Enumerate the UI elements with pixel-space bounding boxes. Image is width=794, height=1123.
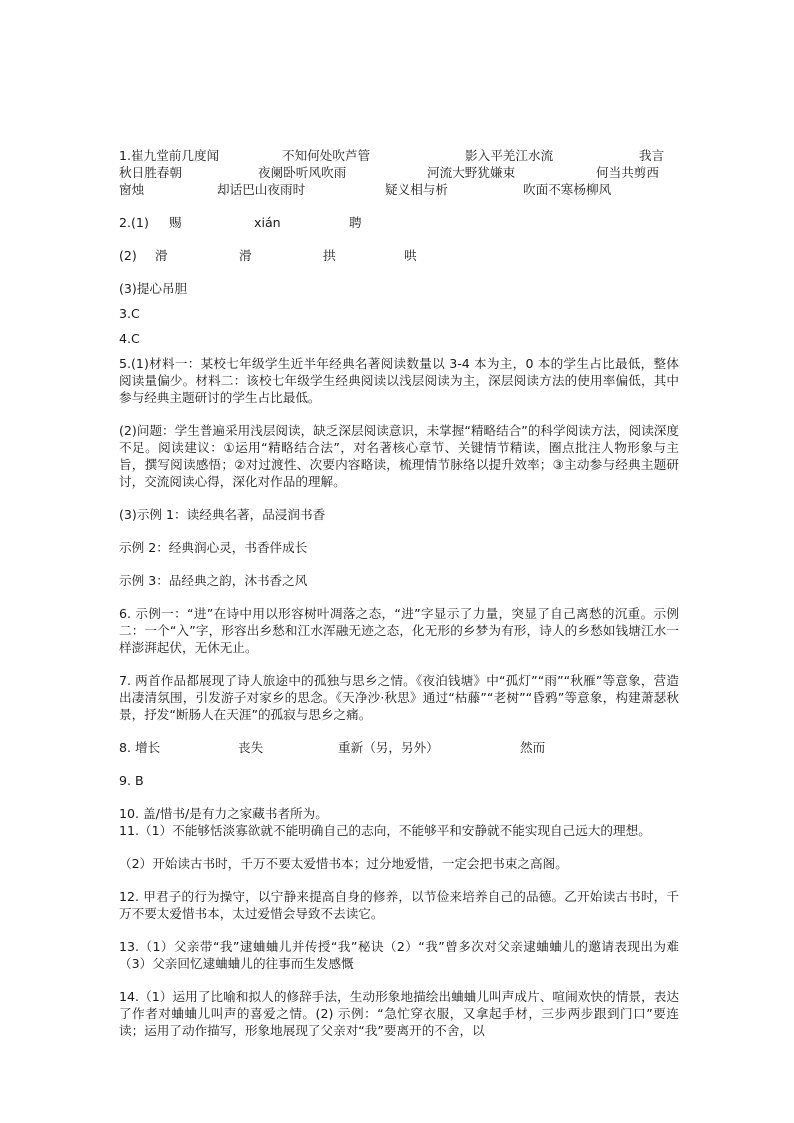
q2-answer: 聘 — [349, 215, 362, 230]
q2-label: (2) — [119, 248, 137, 263]
q1-answer: 我言 — [639, 148, 665, 163]
q2-label: 2.(1) — [119, 215, 149, 230]
q8-item: 然而 — [520, 740, 546, 755]
q6-answer: 6. 示例一：“进”在诗中用以形容树叶凋落之态，“进”字显示了力量，突显了自己离愁的沉重。示例二：一个“入”字，形容出乡愁和江水浑融无迹之态，化无形的乡梦为有形，诗人的乡愁如钱塘江水一样澎湃起伏，无休无止。 — [119, 606, 679, 655]
answer-key-page — [119, 147, 679, 1039]
q1-answer: 吹面不寒杨柳风 — [523, 182, 612, 197]
q1-answer: 窗烛 — [119, 182, 145, 197]
q1-answer: 秋日胜春朝 — [119, 165, 182, 180]
q4-answer: 4.C — [119, 331, 140, 346]
q8-item: 8. 增长 — [119, 740, 161, 755]
q1-block — [119, 147, 679, 198]
q2-part1 — [119, 214, 679, 231]
q1-answer: 1.崔九堂前几度闻 — [119, 148, 220, 163]
q2-part2 — [119, 247, 679, 264]
q14-answer: 14.（1）运用了比喻和拟人的修辞手法，生动形象地描绘出蛐蛐儿叫声成片、喧闹欢快的情景，表达了作者对蛐蛐儿叫声的喜爱之情。(2) 示例：“急忙穿衣服，又拿起手材，三步两步跟到门口”要连读；运用了动作描写，形象地展现了父亲对“我”要离开的不舍，以 — [119, 989, 679, 1038]
q2-answer: 滑 — [239, 248, 252, 263]
q2-answer: xián — [254, 215, 281, 230]
q3-answer: 3.C — [119, 306, 140, 321]
q1-answer: 河流大野犹嫌束 — [427, 165, 516, 180]
q5-part3-example3: 示例 3：品经典之韵，沐书香之风 — [119, 573, 308, 588]
q7-answer: 7. 两首作品都展现了诗人旅途中的孤独与思乡之情。《夜泊钱塘》中“孤灯”“雨”“秋雁”等意象，营造出凄清氛围，引发游子对家乡的思念。《天净沙·秋思》通过“枯藤”“老树”“昏鸦”等意象，构建萧瑟秋景，抒发“断肠人在天涯”的孤寂与思乡之痛。 — [119, 673, 679, 722]
q11-part2: （2）开始读古书时，千万不要太爱惜书本；过分地爱惜，一定会把书束之高阁。 — [119, 856, 568, 871]
q10-answer: 10. 盖/惜书/是有力之家藏书者所为。 — [119, 806, 328, 821]
q13-answer: 13.（1）父亲带“我”逮蛐蛐儿并传授“我”秘诀（2）“我”曾多次对父亲逮蛐蛐儿的邀请表现出为难（3）父亲回忆逮蛐蛐儿的往事而生发感慨 — [119, 939, 679, 971]
q5-part3-example1: (3)示例 1：读经典名著，品浸润书香 — [119, 507, 326, 522]
q1-answer: 何当共剪西 — [596, 165, 659, 180]
q1-line2 — [119, 164, 679, 181]
q5-part2: (2)问题：学生普遍采用浅层阅读，缺乏深层阅读意识，未掌握“精略结合”的科学阅读方法，阅读深度不足。阅读建议：①运用“精略结合法”，对名著核心章节、关键情节精读，圈点批注人物形象与主旨，撰写阅读感悟；②对过渡性、次要内容略读，梳理情节脉络以提升效率；③主动参与经典主题研讨，交流阅读心得，深化对作品的理解。 — [119, 423, 679, 489]
q11-part1: 11.（1）不能够恬淡寡欲就不能明确自己的志向，不能够平和安静就不能实现自己远大的理想。 — [119, 823, 651, 838]
q1-answer: 疑义相与析 — [385, 182, 448, 197]
q8-item: 丧失 — [238, 740, 264, 755]
q2-answer: 滑 — [155, 248, 168, 263]
q1-line3 — [119, 181, 679, 198]
q5-part1: 5.(1)材料一：某校七年级学生近半年经典名著阅读数量以 3-4 本为主，0 本的学生占比最低，整体阅读量偏少。材料二：该校七年级学生经典阅读以浅层阅读为主，深层阅读方法的使用率偏低，其中参与经典主题研讨的学生占比最低。 — [119, 356, 679, 405]
q12-answer: 12. 甲君子的行为操守，以宁静来提高自身的修养，以节俭来培养自己的品德。乙开始读古书时，千万不要太爱惜书本，太过爱惜会导致不去读它。 — [119, 889, 679, 921]
q8-item: 重新（另，另外） — [338, 740, 439, 755]
q1-answer: 夜阑卧听风吹雨 — [258, 165, 347, 180]
q1-answer: 不知何处吹芦管 — [282, 148, 371, 163]
q2-answer: 拱 — [323, 248, 336, 263]
q1-answer: 却话巴山夜雨时 — [217, 182, 306, 197]
q9-answer: 9. B — [119, 773, 144, 788]
q8-answer — [119, 739, 679, 756]
q2-answer: 赐 — [169, 215, 182, 230]
q2-answer: 哄 — [404, 248, 417, 263]
q5-part3-example2: 示例 2：经典润心灵，书香伴成长 — [119, 540, 308, 555]
q1-answer: 影入平羌江水流 — [465, 148, 554, 163]
q1-line1 — [119, 147, 679, 164]
q2-part3: (3)提心吊胆 — [119, 281, 188, 296]
